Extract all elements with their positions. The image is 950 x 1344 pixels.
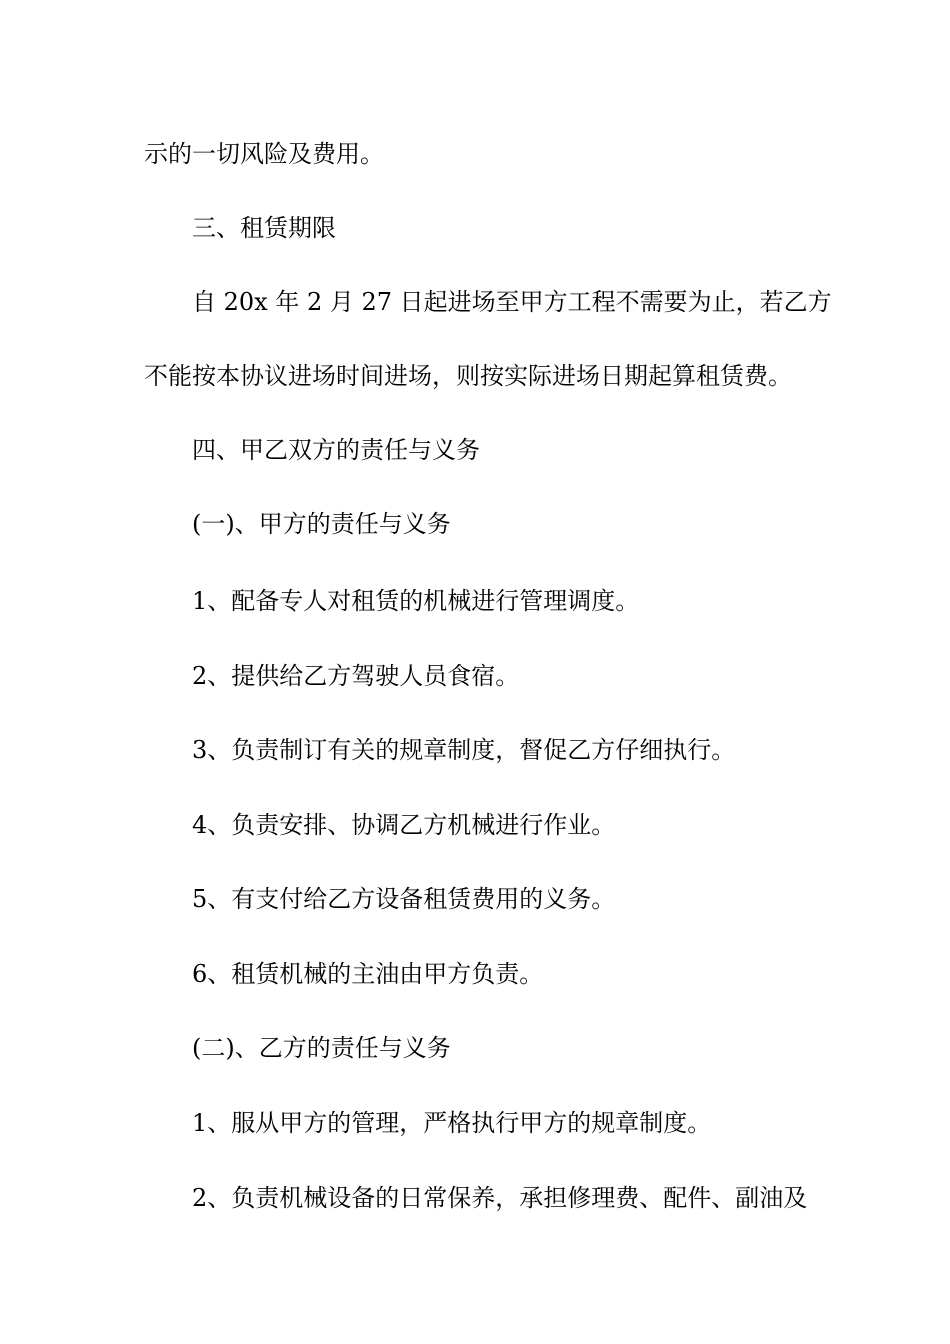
subsection-heading-party-a: (一)、甲方的责任与义务 (192, 510, 451, 538)
section-heading-lease-term: 三、租赁期限 (192, 214, 336, 242)
list-item-party-b-1: 1、服从甲方的管理，严格执行甲方的规章制度。 (192, 1109, 712, 1137)
text-line-lease-start-cont: 不能按本协议进场时间进场，则按实际进场日期起算租赁费。 (144, 362, 792, 390)
subsection-heading-party-b: (二)、乙方的责任与义务 (192, 1034, 451, 1062)
text-line-lease-start: 自 20x 年 2 月 27 日起进场至甲方工程不需要为止，若乙方 (192, 288, 832, 316)
list-item-party-a-2: 2、提供给乙方驾驶人员食宿。 (192, 662, 520, 690)
list-item-party-a-4: 4、负责安排、协调乙方机械进行作业。 (192, 811, 616, 839)
list-item-party-a-5: 5、有支付给乙方设备租赁费用的义务。 (192, 885, 616, 913)
list-item-party-b-2: 2、负责机械设备的日常保养，承担修理费、配件、副油及 (192, 1184, 808, 1212)
list-item-party-a-3: 3、负责制订有关的规章制度，督促乙方仔细执行。 (192, 736, 736, 764)
list-item-party-a-1: 1、配备专人对租赁的机械进行管理调度。 (192, 587, 640, 615)
list-item-party-a-6: 6、租赁机械的主油由甲方负责。 (192, 960, 544, 988)
section-heading-responsibilities: 四、甲乙双方的责任与义务 (192, 436, 480, 464)
text-line-risk-costs: 示的一切风险及费用。 (144, 140, 384, 168)
